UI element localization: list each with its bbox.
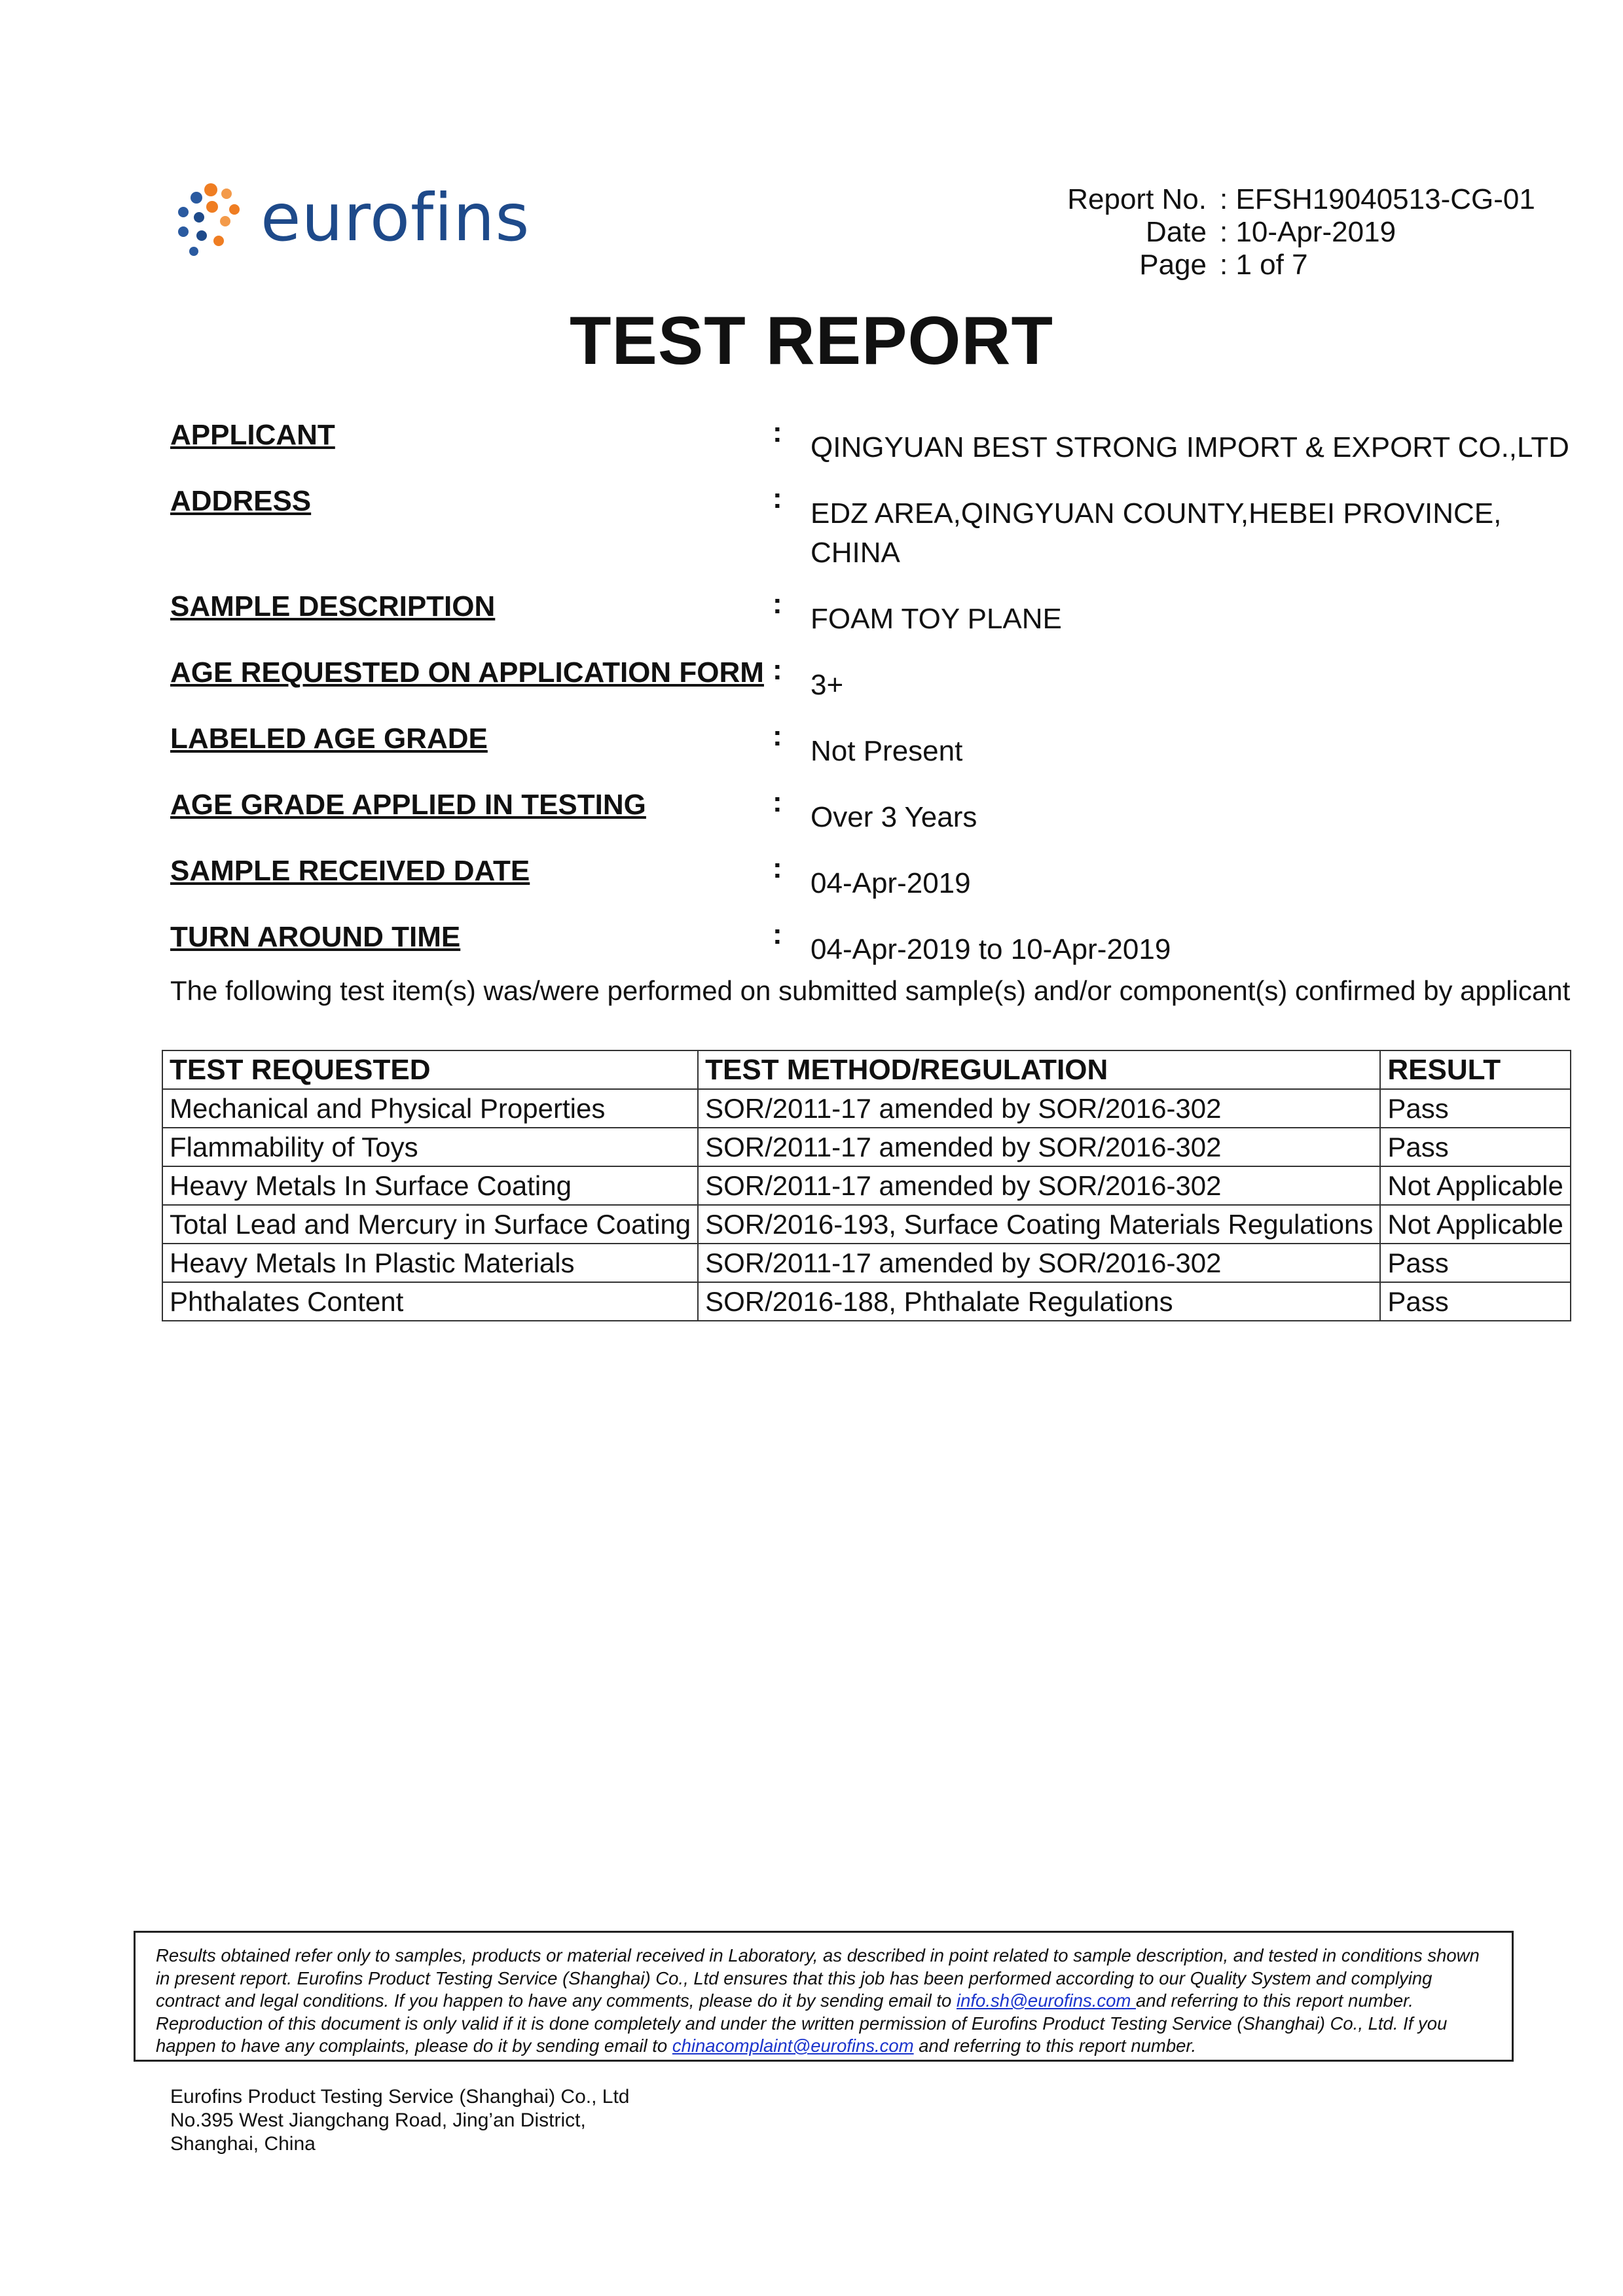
results-table [162, 1050, 1571, 1321]
field-label: APPLICANT [170, 419, 335, 451]
footer-city: Shanghai, China [170, 2133, 316, 2155]
test-method-cell: SOR/2011-17 amended by SOR/2016-302 [698, 1166, 1380, 1205]
report-date-row [1021, 216, 1558, 249]
eurofins-logo [170, 175, 537, 260]
test-requested-cell: Flammability of Toys [162, 1128, 698, 1166]
table-row [162, 1282, 1571, 1321]
report-number-label: Report No. [1067, 183, 1207, 215]
field-value: 3+ [811, 669, 844, 701]
field-colon: : [773, 852, 782, 884]
info-email-link[interactable]: info.sh@eurofins.com [956, 1990, 1136, 2011]
field-value: EDZ AREA,QINGYUAN COUNTY,HEBEI PROVINCE, CHINA [811, 497, 1502, 569]
eurofins-dots-icon [170, 181, 249, 259]
table-header-cell: RESULT [1380, 1050, 1571, 1089]
page-title: TEST REPORT [569, 303, 1054, 379]
field-label: AGE GRADE APPLIED IN TESTING [170, 789, 646, 821]
footer-street: No.395 West Jiangchang Road, Jing’an District, [170, 2109, 586, 2131]
field-value: Over 3 Years [811, 801, 977, 833]
field-colon: : [773, 720, 782, 752]
result-cell: Not Applicable [1380, 1166, 1571, 1205]
test-method-cell: SOR/2011-17 amended by SOR/2016-302 [698, 1089, 1380, 1128]
disclaimer-box [134, 1931, 1514, 2062]
footer-company: Eurofins Product Testing Service (Shanghai) Co., Ltd [170, 2086, 630, 2108]
footer-address [170, 2085, 629, 2156]
field-value: QINGYUAN BEST STRONG IMPORT & EXPORT CO.,LTD [811, 431, 1569, 463]
report-number-row [1021, 183, 1558, 216]
test-method-cell: SOR/2016-188, Phthalate Regulations [698, 1282, 1380, 1321]
field-colon: : [773, 482, 782, 514]
field-colon: : [773, 918, 782, 950]
table-header-row [162, 1050, 1571, 1089]
intro-text: The following test item(s) was/were performed on submitted sample(s) and/or component(s) confirmed by applicant [170, 975, 1571, 1006]
result-cell: Not Applicable [1380, 1205, 1571, 1244]
report-page: : 1 of 7 [1220, 249, 1308, 281]
report-date: : 10-Apr-2019 [1220, 216, 1396, 248]
test-requested-cell: Total Lead and Mercury in Surface Coating [162, 1205, 698, 1244]
test-method-cell: SOR/2011-17 amended by SOR/2016-302 [698, 1244, 1380, 1282]
table-row [162, 1244, 1571, 1282]
result-cell: Pass [1380, 1282, 1571, 1321]
report-meta [1021, 183, 1558, 281]
result-cell: Pass [1380, 1244, 1571, 1282]
disclaimer-text-1: Results obtained refer only to samples, products or material received in Laboratory, as described in point related to sample description, and tested in conditions shown in present report. Eurofins Product Testing Service (Shanghai) Co., Ltd ensures that this job has been performed according to our Quality System and complying contract and legal conditions. If you happen to have any comments, please do it by sending email to [156, 1945, 1480, 2011]
table-row [162, 1128, 1571, 1166]
test-method-cell: SOR/2016-193, Surface Coating Materials Regulations [698, 1205, 1380, 1244]
test-requested-cell: Mechanical and Physical Properties [162, 1089, 698, 1128]
test-requested-cell: Phthalates Content [162, 1282, 698, 1321]
table-row [162, 1166, 1571, 1205]
report-page-label: Page [1139, 249, 1207, 281]
disclaimer-text-3: and referring to this report number. [913, 2036, 1197, 2056]
result-cell: Pass [1380, 1089, 1571, 1128]
field-label: ADDRESS [170, 485, 312, 517]
table-header-cell: TEST METHOD/REGULATION [698, 1050, 1380, 1089]
table-row [162, 1089, 1571, 1128]
complaint-email-link[interactable]: chinacomplaint@eurofins.com [672, 2036, 914, 2056]
field-colon: : [773, 654, 782, 686]
test-requested-cell: Heavy Metals In Surface Coating [162, 1166, 698, 1205]
field-label: TURN AROUND TIME [170, 921, 461, 953]
field-label: AGE REQUESTED ON APPLICATION FORM [170, 656, 764, 689]
field-label: SAMPLE DESCRIPTION [170, 590, 496, 622]
result-cell: Pass [1380, 1128, 1571, 1166]
test-requested-cell: Heavy Metals In Plastic Materials [162, 1244, 698, 1282]
test-method-cell: SOR/2011-17 amended by SOR/2016-302 [698, 1128, 1380, 1166]
report-page-row [1021, 249, 1558, 281]
field-colon: : [773, 786, 782, 818]
report-number: : EFSH19040513-CG-01 [1220, 183, 1535, 215]
field-value: FOAM TOY PLANE [811, 603, 1062, 635]
field-colon: : [773, 416, 782, 448]
table-header-cell: TEST REQUESTED [162, 1050, 698, 1089]
field-colon: : [773, 588, 782, 620]
field-label: LABELED AGE GRADE [170, 723, 488, 755]
table-row [162, 1205, 1571, 1244]
report-date-label: Date [1146, 216, 1207, 248]
field-value: 04-Apr-2019 [811, 867, 971, 899]
field-label: SAMPLE RECEIVED DATE [170, 855, 530, 887]
disclaimer-text-2: and referring to this report number. Reproduction of this document is only valid if it is done completely and under the written permission of Eurofins Product Testing Service (Shanghai) Co., Ltd. If you happen to have any complaints, please do it by sending email to [156, 1990, 1448, 2056]
field-value: 04-Apr-2019 to 10-Apr-2019 [811, 933, 1171, 965]
logo-wordmark: eurofins [261, 179, 530, 256]
field-value: Not Present [811, 735, 963, 767]
